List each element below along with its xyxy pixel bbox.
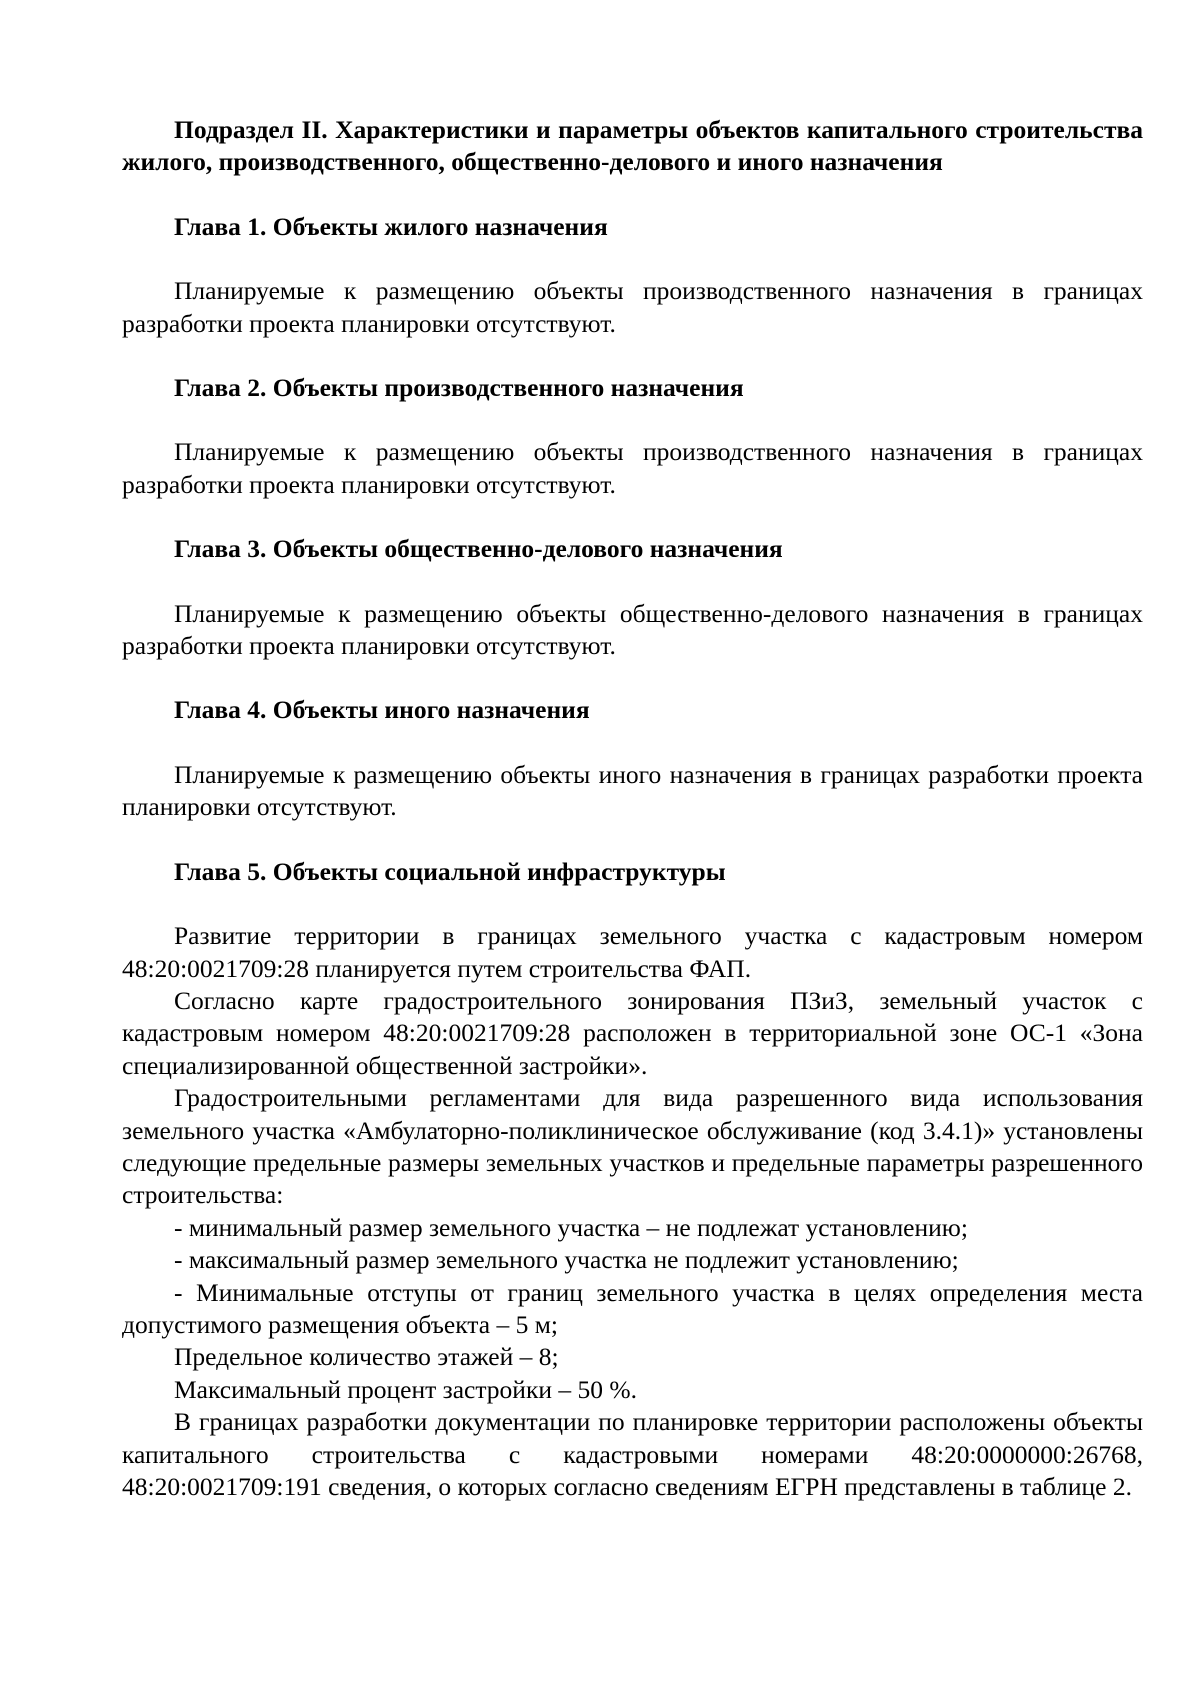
spacer [122,404,1143,436]
chapter-5-heading: Глава 5. Объекты социальной инфраструктуры [174,856,726,886]
document-page [122,114,1143,1503]
spacer [122,243,1143,275]
chapter-3-text: Планируемые к размещению объекты общественно-делового назначения в границах разработки проекта планировки отсутствуют. [122,598,1143,661]
chapter-5-list-item: - максимальный размер земельного участка не подлежит установлению; [174,1245,959,1275]
spacer [122,566,1143,598]
chapter-5-paragraph: Согласно карте градостроительного зонирования ПЗиЗ, земельный участок с кадастровым номером 48:20:0021709:28 расположен в территориальной зоне ОС-1 «Зона специализированной общественной застройки». [122,985,1143,1080]
chapter-5-paragraph: Градостроительными регламентами для вида разрешенного вида использования земельного участка «Амбулаторно-поликлиническое обслуживание (код 3.4.1)» установлены следующие предельные размеры земельных участков и предельные параметры разрешенного строительства: [122,1083,1143,1210]
spacer [122,662,1143,694]
chapter-5-paragraph: Максимальный процент застройки – 50 %. [174,1374,637,1404]
spacer [122,727,1143,759]
chapter-5-list-item: - Минимальные отступы от границ земельного участка в целях определения места допустимого размещения объекта – 5 м; [122,1277,1143,1339]
spacer [122,340,1143,372]
chapter-2-text: Планируемые к размещению объекты производственного назначения в границах разработки проекта планировки отсутствуют. [122,437,1143,499]
spacer [122,501,1143,533]
spacer [122,179,1143,211]
chapter-5-paragraph: Предельное количество этажей – 8; [174,1342,559,1372]
subsection-title: Подраздел II. Характеристики и параметры объектов капитального строительства жилого, производственного, общественно-делового и иного назначения [122,115,1143,177]
chapter-1-text: Планируемые к размещению объекты производственного назначения в границах разработки проекта планировки отсутствуют. [122,276,1143,338]
chapter-2-heading: Глава 2. Объекты производственного назначения [174,373,744,403]
chapter-5-paragraph: Развитие территории в границах земельного участка с кадастровым номером 48:20:0021709:28 планируется путем строительства ФАП. [122,921,1143,983]
chapter-4-heading: Глава 4. Объекты иного назначения [174,695,590,725]
chapter-3-heading: Глава 3. Объекты общественно-делового назначения [174,534,783,564]
spacer [122,824,1143,856]
chapter-4-text: Планируемые к размещению объекты иного назначения в границах разработки проекта планировки отсутствуют. [122,759,1143,822]
chapter-5-paragraph: В границах разработки документации по планировке территории расположены объекты капитального строительства с кадастровыми номерами 48:20:0000000:26768, 48:20:0021709:191 сведения, о которых согласно сведениям ЕГРН представлены в таблице 2. [122,1407,1143,1501]
spacer [122,888,1143,920]
chapter-1-heading: Глава 1. Объекты жилого назначения [174,211,608,241]
chapter-5-list-item: - минимальный размер земельного участка – не подлежат установлению; [174,1212,968,1242]
